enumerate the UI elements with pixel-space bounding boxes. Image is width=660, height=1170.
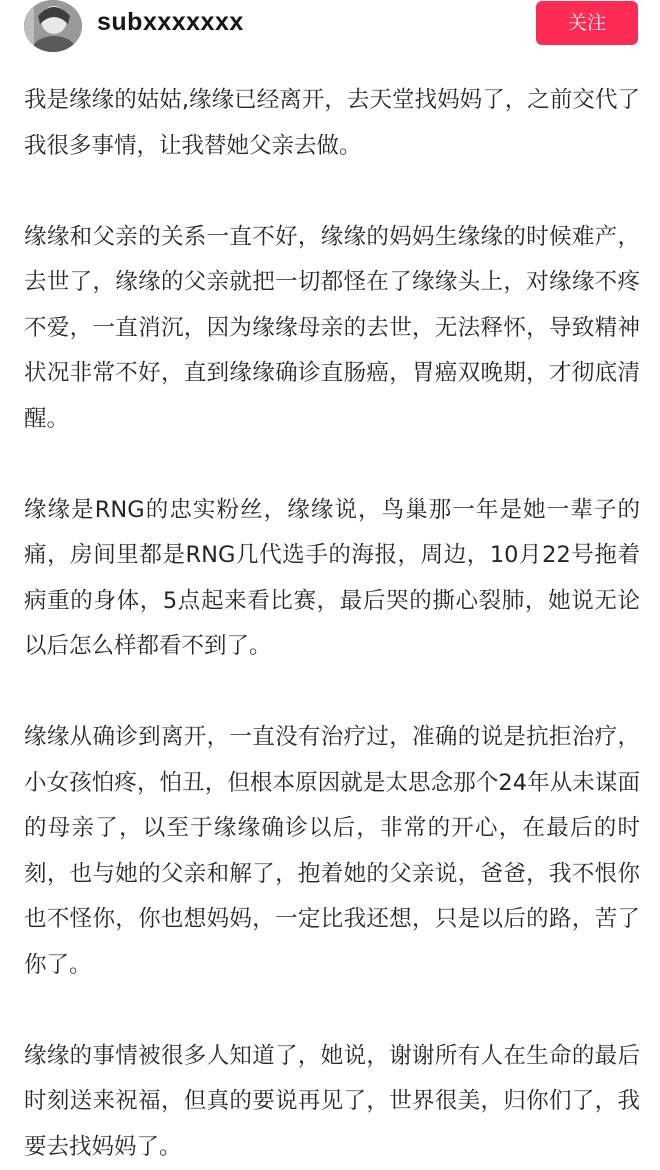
post-header: [0, 0, 660, 52]
post-paragraph: 缘缘是RNG的忠实粉丝，缘缘说，鸟巢那一年是她一辈子的痛，房间里都是RNG几代选手的海报，周边，10月22号拖着病重的身体，5点起来看比赛，最后哭的撕心裂肺，她说无论以后怎么样都看不到了。: [24, 488, 640, 670]
post-paragraph: 缘缘的事情被很多人知道了，她说，谢谢所有人在生命的最后时刻送来祝福，但真的要说再见了，世界很美，归你们了，我要去找妈妈了。: [24, 1034, 640, 1170]
post-content: [24, 78, 640, 1170]
follow-button[interactable]: 关注: [536, 1, 638, 45]
post-paragraph: 缘缘从确诊到离开，一直没有治疗过，准确的说是抗拒治疗，小女孩怕疼，怕丑，但根本原因就是太思念那个24年从未谋面的母亲了，以至于缘缘确诊以后，非常的开心，在最后的时刻，也与她的父亲和解了，抱着她的父亲说，爸爸，我不恨你也不怪你，你也想妈妈，一定比我还想，只是以后的路，苦了你了。: [24, 715, 640, 988]
username[interactable]: subxxxxxxx: [97, 8, 244, 37]
avatar-image: [24, 0, 82, 52]
post-paragraph: 缘缘和父亲的关系一直不好，缘缘的妈妈生缘缘的时候难产，去世了，缘缘的父亲就把一切都怪在了缘缘头上，对缘缘不疼不爱，一直消沉，因为缘缘母亲的去世，无法释怀，导致精神状况非常不好，直到缘缘确诊直肠癌，胃癌双晚期，才彻底清醒。: [24, 215, 640, 443]
avatar[interactable]: [24, 0, 82, 52]
post-paragraph: 我是缘缘的姑姑,缘缘已经离开，去天堂找妈妈了，之前交代了我很多事情，让我替她父亲去做。: [24, 78, 640, 169]
